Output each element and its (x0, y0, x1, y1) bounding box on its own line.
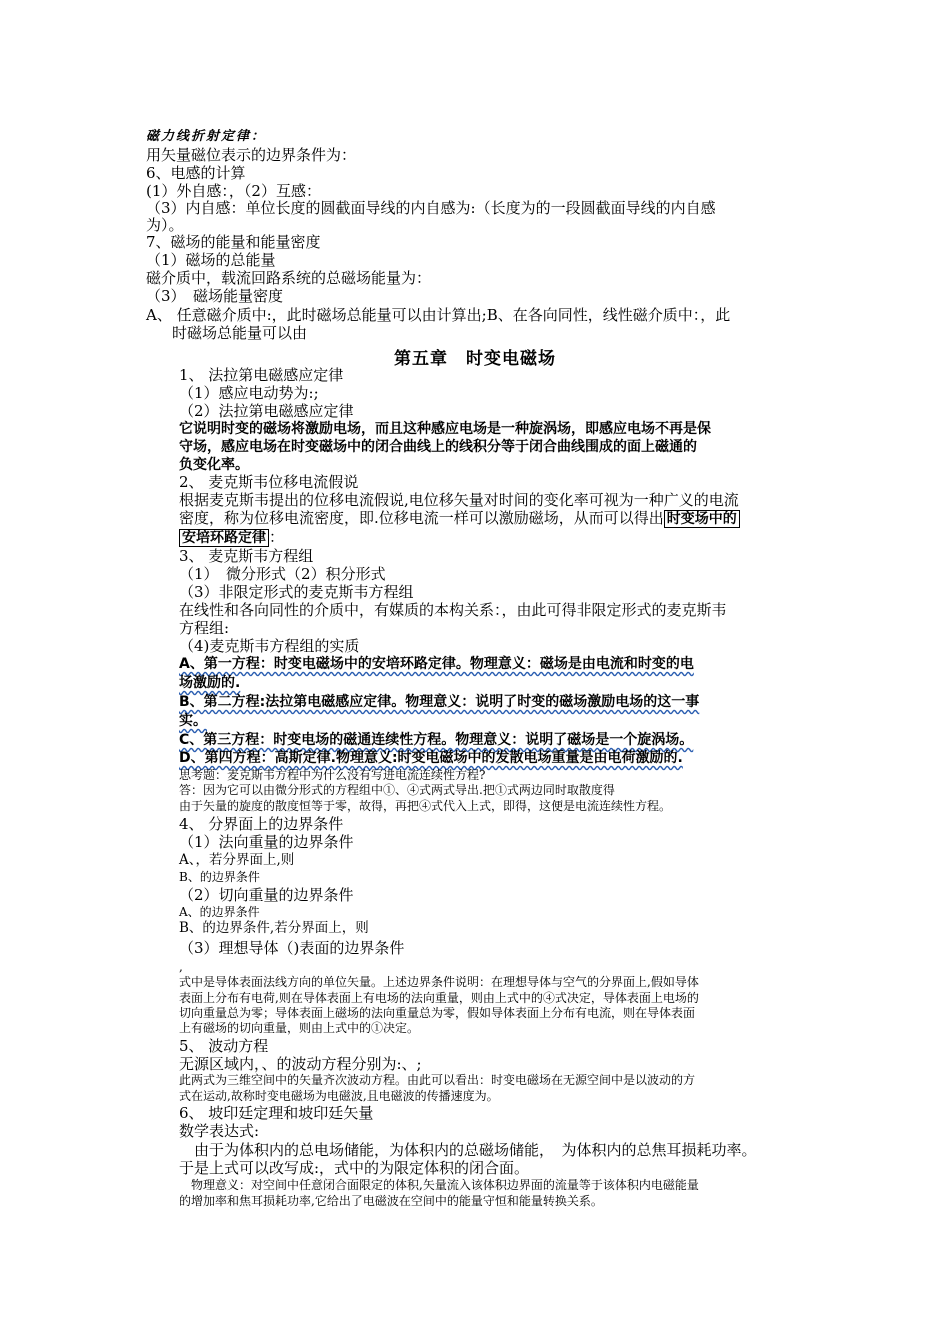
text-line: 3、 麦克斯韦方程组 (179, 547, 314, 565)
text-span: 密度，称为位移电流密度，即.位移电流一样可以激励磁场，从而可以得出 (179, 509, 664, 527)
text-line: 时磁场总能量可以由 (172, 324, 308, 342)
text-line: 式中是导体表面法线方向的单位矢量。上述边界条件说明：在理想导体与空气的分界面上,假如导体 (179, 975, 699, 989)
text-line: （3）理想导体（)表面的边界条件 (179, 939, 405, 957)
text-line: A、，若分界面上,则 (179, 852, 295, 868)
text-span: ： (269, 528, 285, 546)
text-line: A、 任意磁介质中:，此时磁场总能量可以由计算出;B、在各向同性，线性磁介质中：，此 (146, 306, 731, 324)
text-line (179, 528, 284, 547)
section-heading: 磁力线折射定律： (146, 129, 267, 144)
text-line: B、的边界条件,若分界面上，则 (179, 920, 369, 936)
boxed-term: 时变场中的 (664, 510, 740, 528)
text-line: （3）非限定形式的麦克斯韦方程组 (179, 583, 414, 601)
text-line: 的增加率和焦耳损耗功率,它给出了电磁波在空间中的能量守恒和能量转换关系。 (179, 1194, 603, 1208)
text-line: 用矢量磁位表示的边界条件为： (146, 146, 357, 164)
text-line: （1）法向重量的边界条件 (179, 833, 354, 851)
text-line (179, 509, 740, 528)
text-line: 无源区域内，、的波动方程分别为:、; (179, 1055, 422, 1073)
text-line: （3）内自感：单位长度的圆截面导线的内自感为:（长度为的一段圆截面导线的内自感 (146, 199, 716, 217)
text-line: （1）磁场的总能量 (146, 251, 276, 269)
text-line: （3） 磁场能量密度 (146, 287, 284, 305)
text-line: 它说明时变的磁场将激励电场，而且这种感应电场是一种旋涡场，即感应电场不再是保 (179, 421, 711, 437)
text-line: 2、 麦克斯韦位移电流假说 (179, 473, 359, 491)
text-line: 实。 (179, 713, 207, 729)
text-line: 表面上分布有电荷,则在导体表面上有电场的法向重量，则由上式中的④式决定，导体表面上电场的 (179, 991, 699, 1005)
text-line: 6、 坡印廷定理和坡印廷矢量 (179, 1104, 374, 1122)
text-line: 物理意义：对空间中任意闭合面限定的体积,矢量流入该体积边界面的流量等于该体积内电磁能量 (179, 1178, 699, 1192)
text-line: A、的边界条件 (179, 905, 260, 919)
text-line: 上有磁场的切向重量，则由上式中的①决定。 (179, 1021, 420, 1035)
text-line: (1）外自感：，（2）互感： (146, 182, 321, 200)
text-line: 7、磁场的能量和能量密度 (146, 233, 321, 251)
text-line: B、第二方程:法拉第电磁感应定律。物理意义：说明了时变的磁场激励电场的这一事 (179, 694, 700, 710)
text-line: 场激励的. (179, 675, 241, 691)
text-line: 此两式为三维空间中的矢量齐次波动方程。由此可以看出：时变电磁场在无源空间中是以波动的方 (179, 1073, 696, 1087)
text-line: 答：因为它可以由微分形式的方程组中①、④式两式导出.把①式两边同时取散度得 (179, 783, 615, 797)
text-line: 守场，感应电场在时变磁场中的闭合曲线上的线积分等于闭合曲线围成的面上磁通的 (179, 439, 697, 455)
text-line: 由于为体积内的总电场储能，为体积内的总磁场储能， 为体积内的总焦耳损耗功率。 (179, 1141, 757, 1159)
text-line: 根据麦克斯韦提出的位移电流假说,电位移矢量对时间的变化率可视为一种广义的电流 (179, 491, 739, 509)
text-line: 磁介质中，载流回路系统的总磁场能量为： (146, 269, 432, 287)
text-line: （1）感应电动势为:; (179, 384, 319, 402)
boxed-term: 安培环路定律 (179, 529, 269, 547)
text-line: （2）法拉第电磁感应定律 (179, 402, 354, 420)
text-line: 方程组: (179, 619, 230, 637)
text-line: , (179, 960, 183, 974)
text-line: C、第三方程：时变电场的磁通连续性方程。物理意义：说明了磁场是一个旋涡场。 (179, 732, 694, 748)
text-line: （2）切向重量的边界条件 (179, 886, 354, 904)
text-line: 由于矢量的旋度的散度恒等于零，故得，再把④式代入上式，即得，这便是电流连续性方程。 (179, 799, 672, 813)
text-line: 在线性和各向同性的介质中，有媒质的本构关系：，由此可得非限定形式的麦克斯韦 (179, 601, 727, 619)
text-line: （4)麦克斯韦方程组的实质 (179, 637, 360, 655)
text-line: 式在运动,故称时变电磁场为电磁波,且电磁波的传播速度为。 (179, 1089, 499, 1103)
text-line: 1、 法拉第电磁感应定律 (179, 366, 344, 384)
text-line: 数学表达式: (179, 1122, 260, 1140)
text-line: 为）。 (146, 216, 184, 234)
text-line: 思考题：麦克斯韦方程中为什么没有写进电流连续性方程? (179, 768, 486, 782)
text-line: 4、 分界面上的边界条件 (179, 815, 344, 833)
text-line: 6、电感的计算 (146, 164, 246, 182)
text-line: 于是上式可以改写成:，式中的为限定体积的闭合面。 (179, 1159, 530, 1177)
text-line: 5、 波动方程 (179, 1037, 269, 1055)
chapter-title: 第五章 时变电磁场 (394, 349, 556, 369)
text-line: 切向重量总为零；导体表面上磁场的法向重量总为零，假如导体表面上分布有电流，则在导体表面 (179, 1006, 696, 1020)
text-line: 负变化率。 (179, 457, 249, 473)
text-line: D、第四方程：高斯定律.物理意义:时变电磁场中的发散电场重量是由电荷激励的. (179, 750, 683, 766)
text-line: B、的边界条件 (179, 870, 260, 884)
text-line: （1） 微分形式（2）积分形式 (179, 565, 386, 583)
text-line: A、第一方程：时变电磁场中的安培环路定律。物理意义：磁场是由电流和时变的电 (179, 656, 694, 672)
